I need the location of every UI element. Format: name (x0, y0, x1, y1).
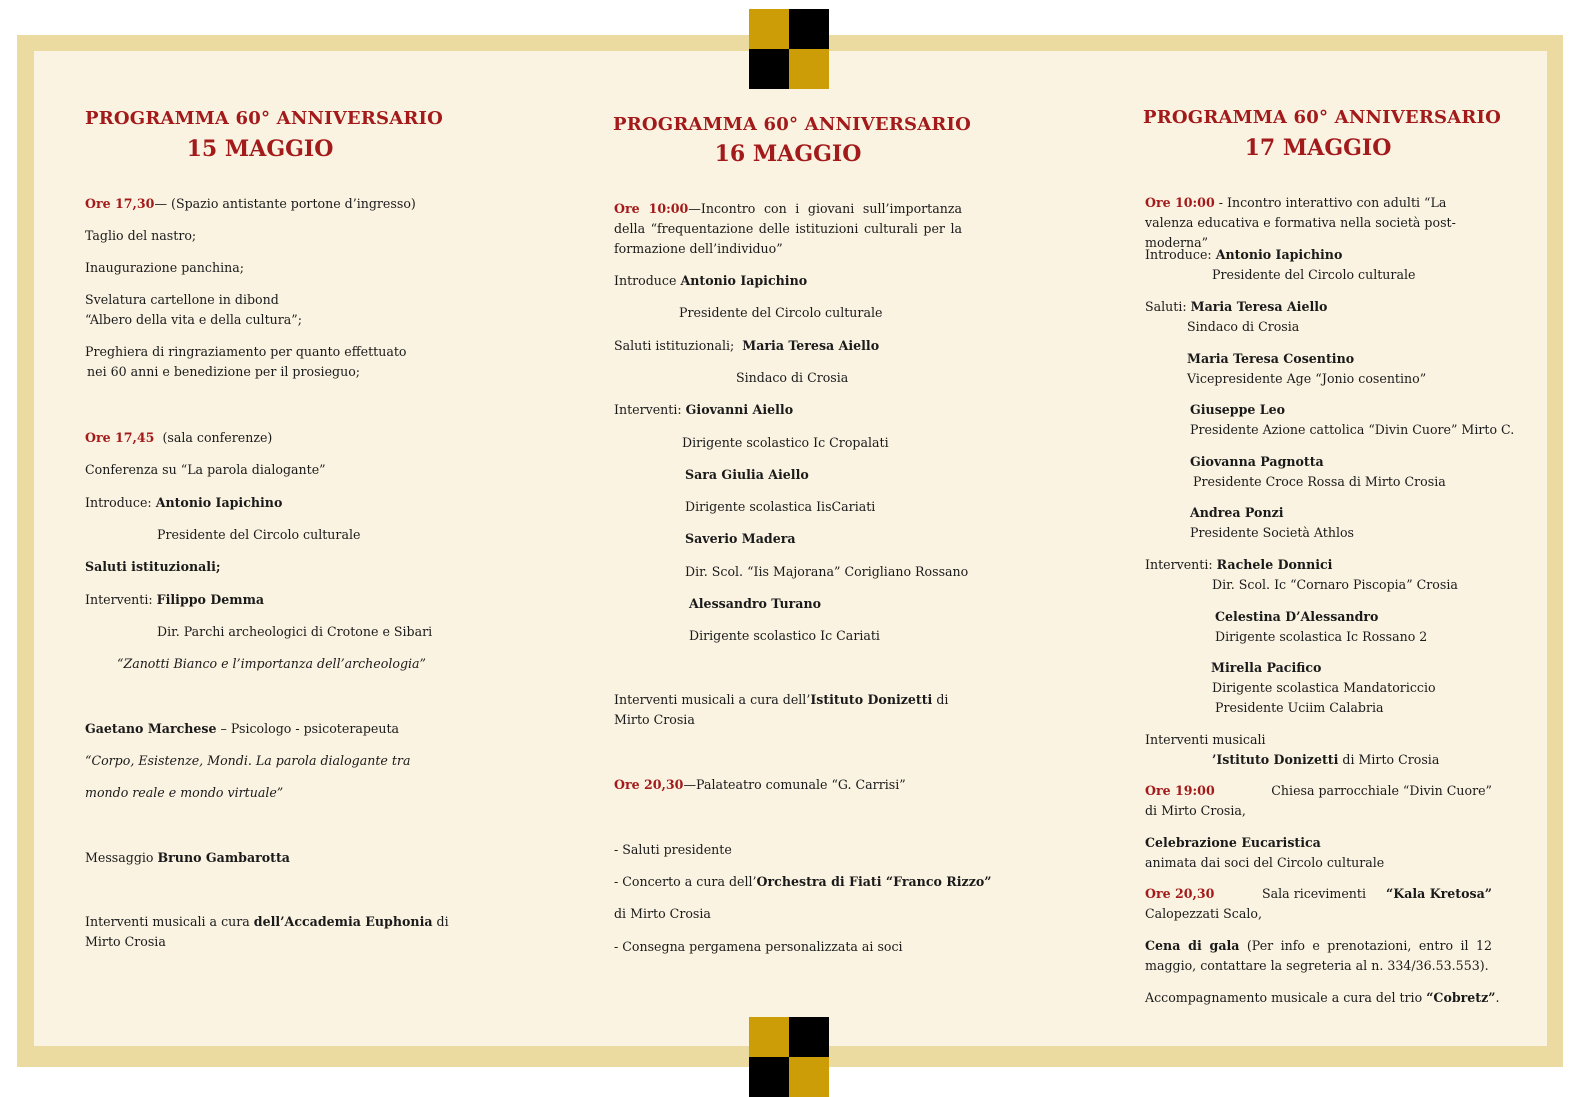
column-title: PROGRAMMA 60° ANNIVERSARIO (85, 108, 444, 129)
column-date: 15 MAGGIO (186, 136, 334, 162)
speaker-line: Messaggio Bruno Gambarotta (85, 850, 290, 865)
speaker-line: Saluti: Maria Teresa Aiello (1145, 299, 1328, 314)
text-line: di Mirto Crosia, (1145, 803, 1246, 818)
speaker-name: Andrea Ponzi (1190, 505, 1284, 520)
speaker-role: Dirigente scolastica Mandatoriccio (1212, 680, 1436, 695)
event-line: Ore 20,30—Palateatro comunale “G. Carrisi” (614, 777, 906, 792)
text-line: Calopezzati Scalo, (1145, 906, 1262, 921)
speaker-role: Presidente del Circolo culturale (157, 527, 361, 542)
talk-title: “Corpo, Esistenze, Mondi. La parola dialogante tra (85, 753, 411, 768)
speaker-role: Presidente Croce Rossa di Mirto Crosia (1193, 474, 1446, 489)
event-line: Ore 17,30— (Spazio antistante portone d’ingresso) (85, 196, 416, 211)
talk-title: mondo reale e mondo virtuale” (85, 785, 284, 800)
text-line: Interventi musicali (1145, 732, 1266, 747)
speaker-role: Dir. Scol. “Iis Majorana” Corigliano Rossano (685, 564, 969, 579)
speaker-name: Maria Teresa Cosentino (1187, 351, 1355, 366)
speaker-line: Gaetano Marchese – Psicologo - psicoterapeuta (85, 721, 400, 736)
list-item: - Consegna pergamena personalizzata ai soci (614, 939, 903, 954)
list-item: - Saluti presidente (614, 842, 732, 857)
column-date: 17 MAGGIO (1244, 135, 1392, 161)
text-line: Inaugurazione panchina; (85, 260, 244, 275)
text-line: Celebrazione Eucaristica (1145, 835, 1321, 850)
speaker-line: Interventi: Giovanni Aiello (614, 402, 794, 417)
speaker-role: Presidente del Circolo culturale (1212, 267, 1416, 282)
speaker-role: Dirigente scolastico Ic Cariati (689, 628, 880, 643)
speaker-role: Sindaco di Crosia (736, 370, 849, 385)
speaker-name: Sara Giulia Aiello (685, 467, 809, 482)
speaker-name: Alessandro Turano (689, 596, 822, 611)
column-title: PROGRAMMA 60° ANNIVERSARIO (613, 114, 972, 135)
speaker-role: Presidente Uciim Calabria (1215, 700, 1384, 715)
bottom-checker-ornament (749, 1017, 829, 1097)
text-line: Interventi musicali a cura dell’Istituto Donizetti di (614, 692, 949, 707)
speaker-role: Presidente Azione cattolica “Divin Cuore” Mirto C. (1190, 422, 1515, 437)
list-item: - Concerto a cura dell’Orchestra di Fiati “Franco Rizzo” (614, 874, 992, 889)
speaker-role: Dirigente scolastica Ic Rossano 2 (1215, 629, 1428, 644)
event-line: Ore 10:00—Incontro con i giovani sull’importanza della “frequentazione delle istituzioni culturali per la formazione dell’individuo” (614, 201, 962, 256)
speaker-role: Dirigente scolastica IisCariati (685, 499, 876, 514)
speaker-line: Introduce Antonio Iapichino (614, 273, 808, 288)
text-line: animata dai soci del Circolo culturale (1145, 855, 1385, 870)
top-checker-ornament (749, 9, 829, 89)
speaker-role: Sindaco di Crosia (1187, 319, 1300, 334)
event-line: Ore 19:00 Chiesa parrocchiale “Divin Cuore” (1145, 783, 1492, 798)
column-title: PROGRAMMA 60° ANNIVERSARIO (1143, 107, 1502, 128)
text-line: Interventi musicali a cura dell’Accademia Euphonia di (85, 914, 449, 929)
speaker-role: Dir. Parchi archeologici di Crotone e Sibari (157, 624, 433, 639)
text-line: Svelatura cartellone in dibond (85, 292, 279, 307)
text-line: Conferenza su “La parola dialogante” (85, 462, 326, 477)
text-line: “Albero della vita e della cultura”; (85, 312, 302, 327)
text-line: Mirto Crosia (614, 712, 695, 727)
text-line: Taglio del nastro; (85, 228, 197, 243)
text-line: nei 60 anni e benedizione per il prosieguo; (87, 364, 361, 379)
text-line: Accompagnamento musicale a cura del trio “Cobretz”. (1145, 990, 1500, 1005)
speaker-role: Dirigente scolastico Ic Cropalati (682, 435, 889, 450)
column-date: 16 MAGGIO (714, 141, 862, 167)
speaker-line: Introduce: Antonio Iapichino (1145, 247, 1343, 262)
speaker-line: Interventi: Rachele Donnici (1145, 557, 1333, 572)
event-line: Ore 20,30 Sala ricevimenti “Kala Kretosa” (1145, 886, 1492, 901)
talk-title: “Zanotti Bianco e l’importanza dell’archeologia” (117, 656, 426, 671)
text-line: di Mirto Crosia (614, 906, 711, 921)
speaker-name: Giuseppe Leo (1190, 402, 1286, 417)
text-block: Cena di gala (Per info e prenotazioni, entro il 12 maggio, contattare la segreteria al n. 334/36.53.553). (1145, 938, 1492, 973)
speaker-line: Introduce: Antonio Iapichino (85, 495, 283, 510)
speaker-role: Dir. Scol. Ic “Cornaro Piscopia” Crosia (1212, 577, 1458, 592)
speaker-line: Interventi: Filippo Demma (85, 592, 265, 607)
speaker-line: Saluti istituzionali; Maria Teresa Aiello (614, 338, 880, 353)
speaker-role: Presidente del Circolo culturale (679, 305, 883, 320)
text-line: Preghiera di ringraziamento per quanto effettuato (85, 344, 407, 359)
text-line: Saluti istituzionali; (85, 559, 221, 574)
speaker-name: Celestina D’Alessandro (1215, 609, 1379, 624)
speaker-name: Saverio Madera (685, 531, 796, 546)
speaker-role: Presidente Società Athlos (1190, 525, 1355, 540)
event-line: Ore 10:00 - Incontro interattivo con adulti “La valenza educativa e formativa nella società post-moderna” (1145, 195, 1456, 250)
speaker-name: Giovanna Pagnotta (1190, 454, 1324, 469)
text-line: ’Istituto Donizetti di Mirto Crosia (1212, 752, 1440, 767)
speaker-role: Vicepresidente Age “Jonio cosentino” (1187, 371, 1427, 386)
speaker-name: Mirella Pacifico (1211, 660, 1322, 675)
text-line: Mirto Crosia (85, 934, 166, 949)
event-line: Ore 17,45 (sala conferenze) (85, 430, 273, 445)
